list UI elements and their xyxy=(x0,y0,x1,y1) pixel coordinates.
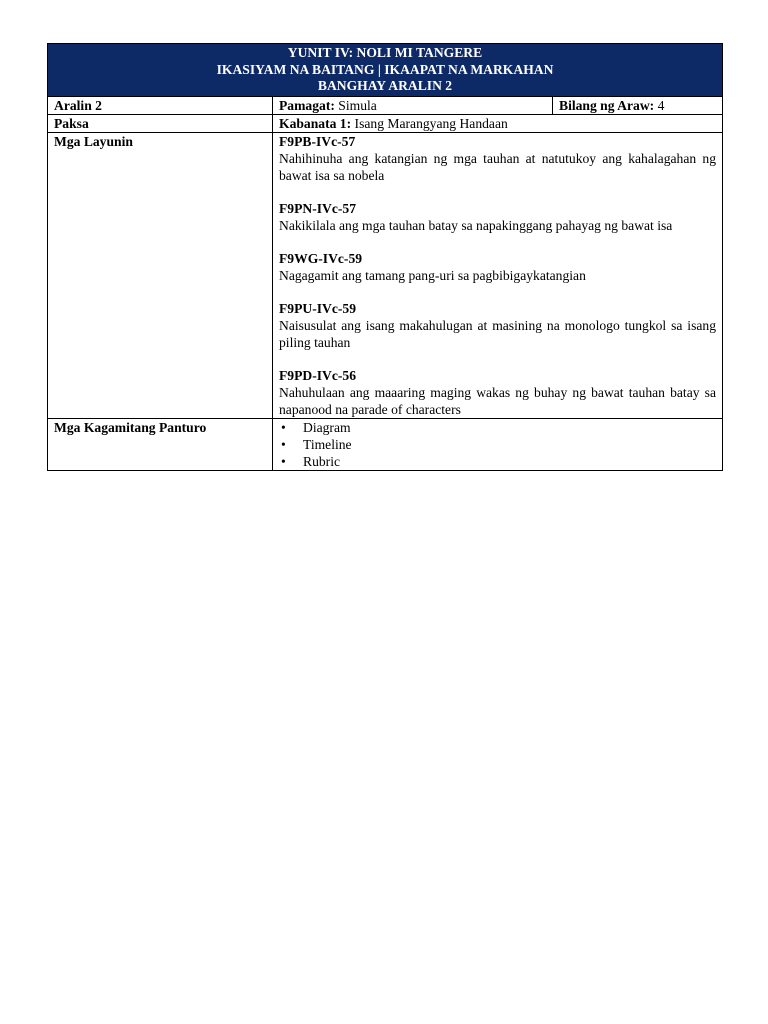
pamagat-label: Pamagat: xyxy=(279,97,335,113)
kabanata-value: Isang Marangyang Handaan xyxy=(354,115,508,131)
objective-text: Nahuhulaan ang maaaring maging wakas ng buhay ng bawat tauhan batay sa napanood na parade of characters xyxy=(279,384,716,417)
objective-code: F9PU-IVc-59 xyxy=(279,300,357,316)
materials-cell xyxy=(273,418,723,470)
kabanata-label: Kabanata 1: xyxy=(279,115,352,131)
objective-text: Nakikilala ang mga tauhan batay sa napakinggang pahayag ng bawat isa xyxy=(279,217,673,233)
pamagat-cell xyxy=(273,96,553,114)
unit-title: YUNIT IV: NOLI MI TANGERE xyxy=(287,45,483,60)
objective-item xyxy=(279,133,716,184)
bilang-cell xyxy=(553,96,723,114)
bullet-icon: • xyxy=(281,436,286,452)
bilang-label: Bilang ng Araw: xyxy=(559,97,655,113)
paksa-label: Paksa xyxy=(48,114,273,132)
objective-text: Nahihinuha ang katangian ng mga tauhan at natutukoy ang kahalagahan ng bawat isa sa nobela xyxy=(279,150,716,183)
objective-item xyxy=(279,200,716,234)
objective-code: F9PD-IVc-56 xyxy=(279,367,357,383)
objective-item xyxy=(279,250,716,284)
list-item xyxy=(279,453,716,470)
list-item xyxy=(279,419,716,436)
objective-code: F9WG-IVc-59 xyxy=(279,250,363,266)
aralin-row xyxy=(48,96,723,114)
pamagat-value: Simula xyxy=(338,97,377,113)
header-cell xyxy=(48,44,723,97)
objective-item xyxy=(279,300,716,351)
objectives-cell xyxy=(273,132,723,418)
lesson-plan-title: BANGHAY ARALIN 2 xyxy=(317,78,453,93)
layunin-label: Mga Layunin xyxy=(48,132,273,418)
lesson-plan-table xyxy=(47,43,723,471)
objective-item xyxy=(279,367,716,418)
grade-quarter: IKASIYAM NA BAITANG | IKAAPAT NA MARKAHAN xyxy=(216,61,554,77)
objective-text: Naisusulat ang isang makahulugan at masining na monologo tungkol sa isang piling tauhan xyxy=(279,317,716,350)
kabanata-cell xyxy=(273,114,723,132)
material-label: Timeline xyxy=(303,436,352,452)
material-label: Rubric xyxy=(303,453,340,469)
list-item xyxy=(279,436,716,453)
material-label: Diagram xyxy=(303,419,351,435)
paksa-row xyxy=(48,114,723,132)
bullet-icon: • xyxy=(281,453,286,469)
objective-code: F9PN-IVc-57 xyxy=(279,200,357,216)
kagamitan-row xyxy=(48,418,723,470)
aralin-label: Aralin 2 xyxy=(48,96,273,114)
bullet-icon: • xyxy=(281,419,286,435)
materials-list xyxy=(279,419,716,470)
header-row xyxy=(48,44,723,97)
layunin-row xyxy=(48,132,723,418)
kagamitan-label: Mga Kagamitang Panturo xyxy=(48,418,273,470)
objective-text: Nagagamit ang tamang pang-uri sa pagbibigaykatangian xyxy=(279,267,586,283)
objective-code: F9PB-IVc-57 xyxy=(279,133,356,149)
bilang-value: 4 xyxy=(657,97,665,113)
